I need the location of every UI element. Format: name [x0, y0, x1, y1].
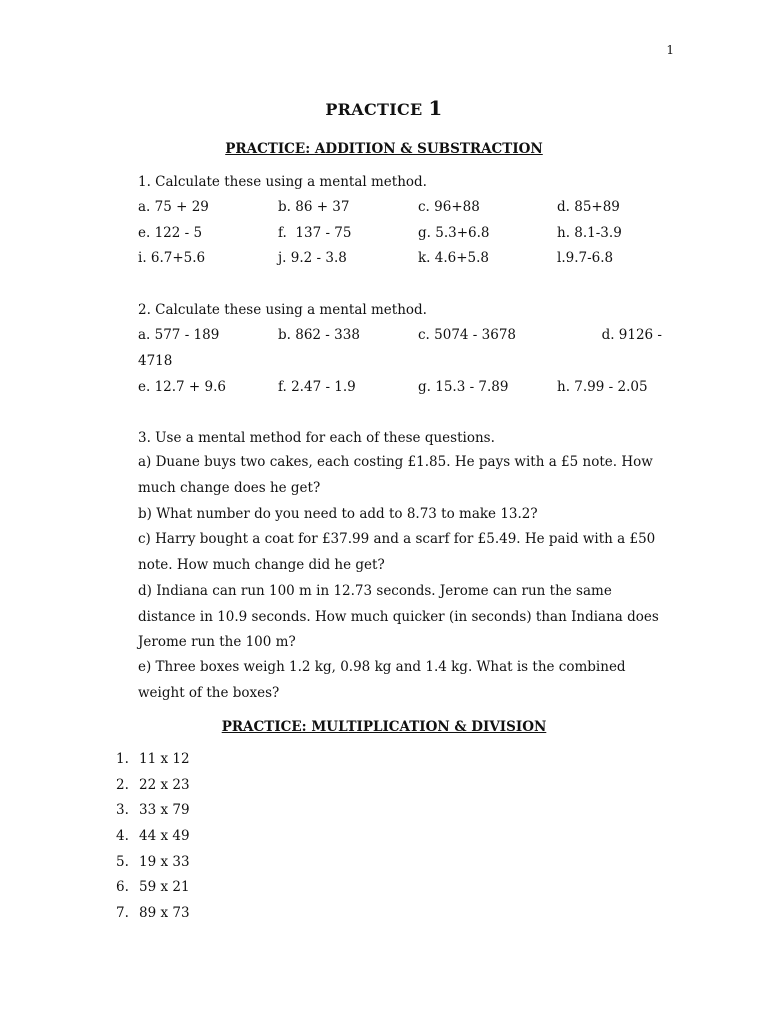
exercise-item: h. 7.99 - 2.05: [557, 379, 648, 395]
exercise-item: d. 9126 -: [601, 327, 662, 343]
question-1-row: [138, 199, 664, 219]
exercise-item: k. 4.6+5.8: [418, 250, 490, 266]
page-title-number: 1: [428, 96, 443, 120]
list-item-number: 6.: [116, 879, 129, 895]
list-item-number: 4.: [116, 828, 129, 844]
list-item-text: 19 x 33: [139, 854, 190, 870]
exercise-item: c. 96+88: [418, 199, 480, 215]
page-title-word: PRACTICE: [325, 100, 423, 119]
exercise-item: b. 86 + 37: [278, 199, 350, 215]
list-item: [116, 905, 190, 921]
exercise-item: a. 577 - 189: [138, 327, 220, 343]
page-number: 1: [666, 43, 674, 57]
list-item-number: 7.: [116, 905, 129, 921]
exercise-item: e. 122 - 5: [138, 225, 203, 241]
list-item-text: 22 x 23: [139, 777, 190, 793]
exercise-item: d. 85+89: [557, 199, 620, 215]
word-problem-a: a) Duane buys two cakes, each costing £1.85. He pays with a £5 note. How much change does he get?: [138, 454, 653, 496]
list-item-number: 3.: [116, 802, 129, 818]
list-item: [116, 802, 190, 818]
question-1-row: [138, 250, 664, 270]
exercise-item: h. 8.1-3.9: [557, 225, 622, 241]
list-item: [116, 777, 190, 793]
exercise-item: l.9.7-6.8: [557, 250, 614, 266]
question-2-row: [138, 379, 664, 399]
word-problem-c: c) Harry bought a coat for £37.99 and a scarf for £5.49. He paid with a £50 note. How much change did he get?: [138, 531, 656, 573]
list-item: [116, 828, 190, 844]
exercise-item: g. 15.3 - 7.89: [418, 379, 509, 395]
list-item-number: 5.: [116, 854, 129, 870]
list-item: [116, 751, 190, 767]
exercise-item-wrap: 4718: [138, 353, 173, 369]
question-2-prompt: 2. Calculate these using a mental method.: [138, 302, 427, 318]
section-heading-multiplication: PRACTICE: MULTIPLICATION & DIVISION: [221, 719, 547, 735]
word-problem-d: d) Indiana can run 100 m in 12.73 seconds. Jerome can run the same distance in 10.9 seconds. How much quicker (in seconds) than Indiana does Jerome run the 100 m?: [138, 583, 659, 651]
section-heading-addition: PRACTICE: ADDITION & SUBSTRACTION: [225, 141, 543, 157]
exercise-item: g. 5.3+6.8: [418, 225, 490, 241]
question-1-prompt: 1. Calculate these using a mental method.: [138, 174, 427, 190]
question-1-row: [138, 225, 664, 245]
page-title: [0, 96, 768, 120]
list-item-text: 11 x 12: [139, 751, 190, 767]
exercise-item: e. 12.7 + 9.6: [138, 379, 226, 395]
list-item-text: 59 x 21: [139, 879, 190, 895]
exercise-item: c. 5074 - 3678: [418, 327, 517, 343]
exercise-item: b. 862 - 338: [278, 327, 360, 343]
list-item-number: 1.: [116, 751, 129, 767]
list-item-text: 44 x 49: [139, 828, 190, 844]
list-item-text: 89 x 73: [139, 905, 190, 921]
list-item: [116, 854, 190, 870]
question-3-prompt: 3. Use a mental method for each of these questions.: [138, 430, 495, 446]
exercise-item: j. 9.2 - 3.8: [278, 250, 347, 266]
question-2-row: [138, 327, 664, 347]
word-problem-b: b) What number do you need to add to 8.73 to make 13.2?: [138, 506, 538, 522]
list-item-number: 2.: [116, 777, 129, 793]
list-item-text: 33 x 79: [139, 802, 190, 818]
list-item: [116, 879, 190, 895]
exercise-item: f. 137 - 75: [278, 225, 352, 241]
word-problem-e: e) Three boxes weigh 1.2 kg, 0.98 kg and 1.4 kg. What is the combined weight of the boxes?: [138, 659, 626, 701]
exercise-item: a. 75 + 29: [138, 199, 209, 215]
exercise-item: f. 2.47 - 1.9: [278, 379, 356, 395]
exercise-item: i. 6.7+5.6: [138, 250, 206, 266]
